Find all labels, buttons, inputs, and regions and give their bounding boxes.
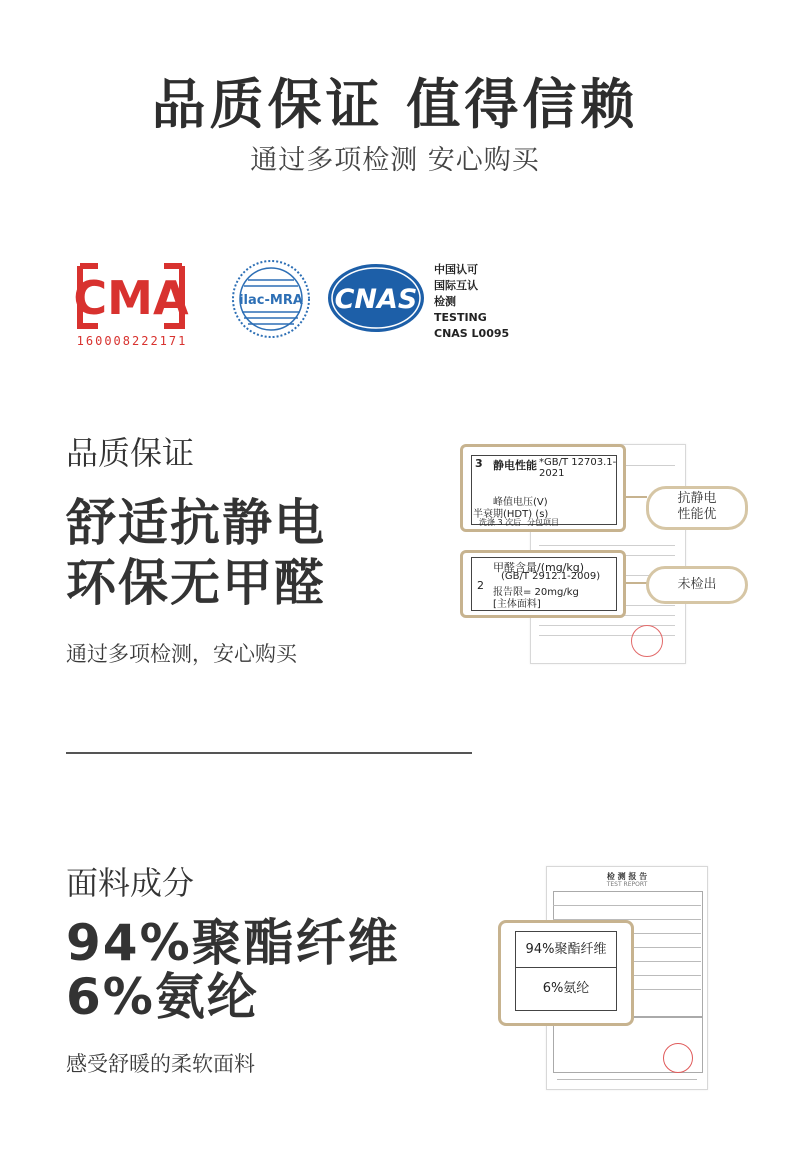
page-subtitle: 通过多项检测 安心购买 xyxy=(250,145,540,176)
quality-headline-line1: 舒适抗静电 xyxy=(66,494,326,552)
connector xyxy=(625,496,647,498)
quality-description: 通过多项检测，安心购买 xyxy=(66,642,297,666)
cnas-description: 中国认可 国际互认 检测 TESTING CNAS L0095 xyxy=(434,263,510,340)
report-stamp xyxy=(663,1043,693,1073)
report-stamp xyxy=(631,625,663,657)
fabric-headline-line1: 94%聚酯纤维 xyxy=(66,914,400,972)
quality-headline-line2: 环保无甲醛 xyxy=(66,554,326,612)
composition-callout xyxy=(498,920,634,1026)
composition-report-document: 检 测 报 告 TEST REPORT xyxy=(546,866,708,1090)
page-title: 品质保证 值得信赖 xyxy=(151,73,639,136)
antistatic-result-badge: 抗静电 性能优 xyxy=(646,486,748,530)
component-polyester: 94%聚酯纤维 xyxy=(515,931,617,969)
quality-section-label: 品质保证 xyxy=(66,434,195,472)
component-spandex: 6%氨纶 xyxy=(515,967,617,1011)
section-divider xyxy=(66,752,472,754)
formaldehyde-result-badge: 未检出 xyxy=(646,566,748,604)
cma-logo xyxy=(72,262,190,330)
antistatic-row-callout: 3 静电性能 *GB/T 12703.1-2021 峰值电压(V) 半衰期(HDT) (s) 洗涤 3 次后 分包项目 xyxy=(460,444,626,532)
fabric-section-label: 面料成分 xyxy=(66,864,195,902)
fabric-headline-line2: 6%氨纶 xyxy=(66,968,259,1026)
connector xyxy=(625,582,647,584)
svg-text:ilac-MRA: ilac-MRA xyxy=(239,293,303,308)
svg-text:CNAS: CNAS xyxy=(334,284,418,315)
formaldehyde-row-callout: 2 甲醛含量/(mg/kg) (GB/T 2912.1-2009) 报告限= 20mg/kg [主体面料] xyxy=(460,550,626,618)
cnas-logo xyxy=(326,262,426,334)
fabric-description: 感受舒暖的柔软面料 xyxy=(66,1052,255,1076)
cma-number: 160008222171 xyxy=(76,334,188,348)
svg-text:CMA: CMA xyxy=(73,271,189,325)
ilac-mra-logo xyxy=(230,256,312,342)
